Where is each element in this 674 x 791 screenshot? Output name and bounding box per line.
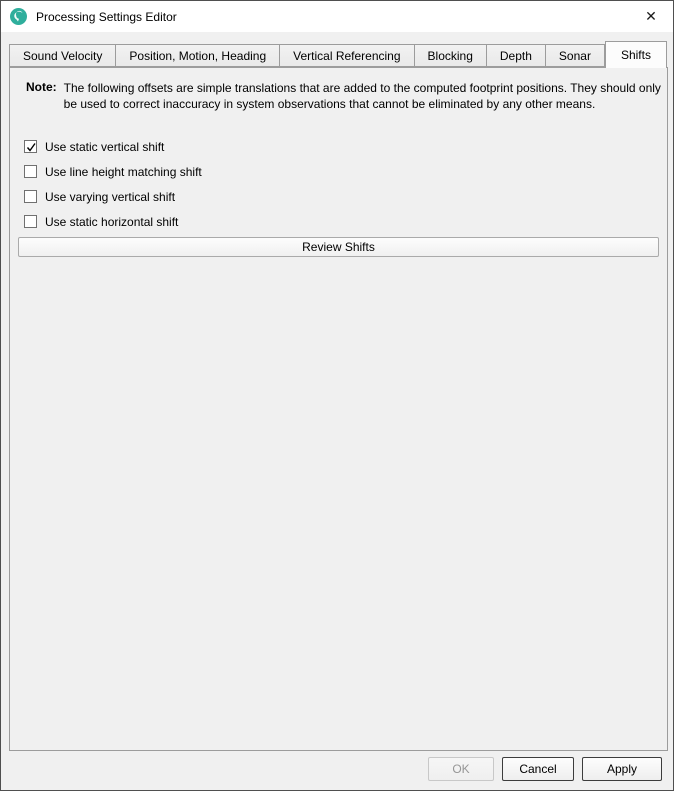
checkbox-row-static-vertical-shift <box>24 134 661 159</box>
note <box>26 80 659 112</box>
window-title: Processing Settings Editor <box>36 9 177 24</box>
review-shifts-button[interactable]: Review Shifts <box>18 237 659 257</box>
checkbox-row-line-height-matching-shift <box>24 159 661 184</box>
dialog-button-row <box>428 757 662 781</box>
use-varying-vertical-shift-checkbox[interactable] <box>24 190 37 203</box>
checkbox-row-static-horizontal-shift <box>24 209 661 234</box>
use-line-height-matching-shift-checkbox[interactable] <box>24 165 37 178</box>
checkmark-icon <box>25 141 38 154</box>
checkbox-row-varying-vertical-shift <box>24 184 661 209</box>
shifts-tab-pane <box>9 67 668 751</box>
apply-button[interactable]: Apply <box>582 757 662 781</box>
shift-options-list <box>24 134 661 234</box>
tab-bar <box>9 41 667 67</box>
tab-sonar[interactable]: Sonar <box>546 44 605 67</box>
use-static-vertical-shift-checkbox[interactable] <box>24 140 37 153</box>
checkbox-label: Use varying vertical shift <box>45 189 176 204</box>
checkbox-label: Use static horizontal shift <box>45 214 179 229</box>
tab-vertical-referencing[interactable]: Vertical Referencing <box>280 44 414 67</box>
title-bar[interactable] <box>1 1 673 32</box>
use-static-horizontal-shift-checkbox[interactable] <box>24 215 37 228</box>
tab-position-motion-heading[interactable]: Position, Motion, Heading <box>116 44 280 67</box>
ok-button[interactable]: OK <box>428 757 494 781</box>
note-text-line-1: The following offsets are simple translations that are added to the computed footprint positions. They should only <box>63 81 661 95</box>
cancel-button[interactable]: Cancel <box>502 757 574 781</box>
checkbox-label: Use static vertical shift <box>45 139 165 154</box>
tab-shifts[interactable]: Shifts <box>605 41 667 68</box>
close-icon[interactable]: ✕ <box>640 7 662 27</box>
tab-blocking[interactable]: Blocking <box>415 44 487 67</box>
note-label: Note: <box>26 80 57 94</box>
tab-depth[interactable]: Depth <box>487 44 546 67</box>
app-logo-icon <box>10 8 27 25</box>
tab-sound-velocity[interactable]: Sound Velocity <box>9 44 116 67</box>
checkbox-label: Use line height matching shift <box>45 164 202 179</box>
note-text-line-2: be used to correct inaccuracy in system observations that cannot be eliminated by any other means. <box>63 97 596 111</box>
